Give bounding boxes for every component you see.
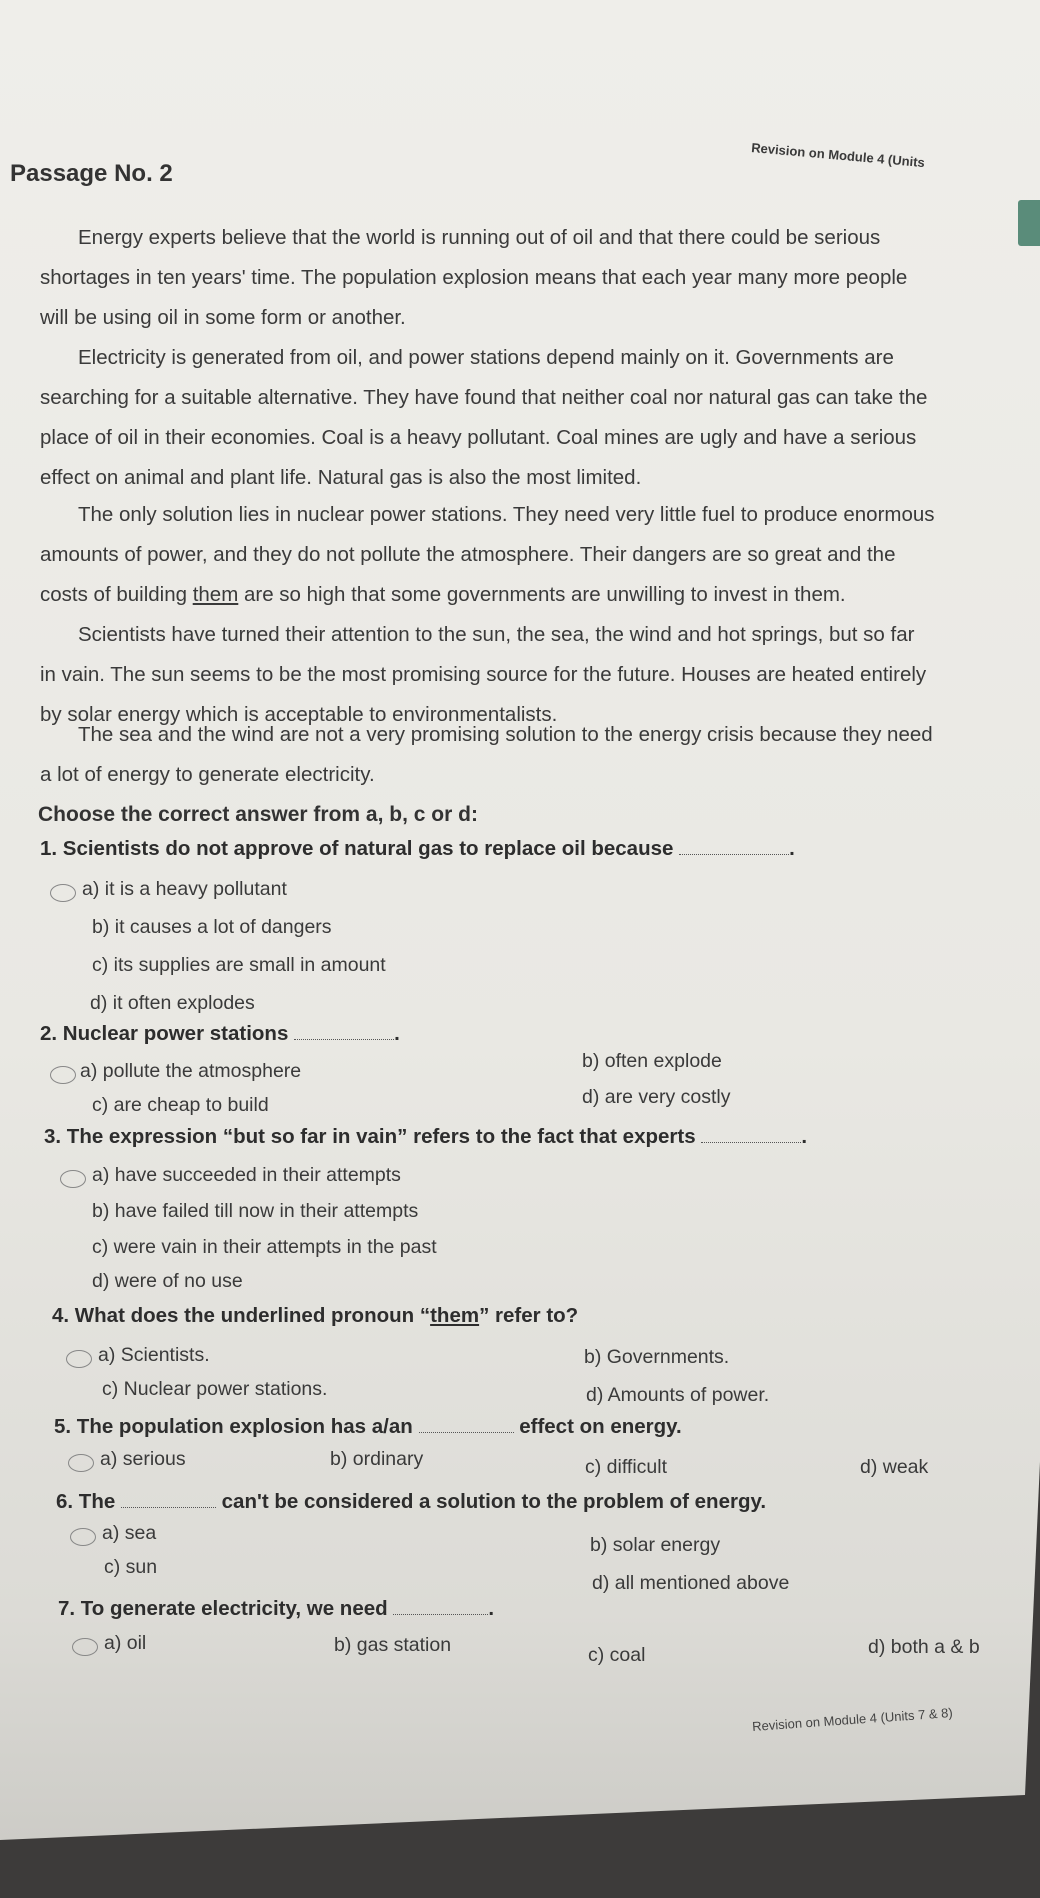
question-end: can't be considered a solution to the problem of energy.: [221, 1490, 767, 1513]
underlined-pronoun: them: [192, 583, 239, 606]
question-7: [58, 1597, 494, 1621]
option-2d[interactable]: d) are very costly: [582, 1086, 731, 1108]
option-3b[interactable]: b) have failed till now in their attempts: [92, 1200, 419, 1222]
underlined-pronoun: them: [430, 1304, 480, 1327]
option-3c[interactable]: c) were vain in their attempts in the past: [92, 1236, 437, 1258]
passage-line: by solar energy which is acceptable to environmentalists.: [40, 703, 558, 726]
question-text: 5. The population explosion has a/an: [54, 1415, 413, 1438]
option-7c[interactable]: c) coal: [588, 1644, 646, 1666]
passage-text: costs of building: [40, 583, 193, 606]
option-1d[interactable]: d) it often explodes: [90, 992, 255, 1014]
option-5a[interactable]: a) serious: [100, 1448, 186, 1470]
answer-circle[interactable]: [60, 1170, 86, 1188]
option-6b[interactable]: b) solar energy: [590, 1534, 721, 1556]
passage-line: The sea and the wind are not a very promising solution to the energy crisis because they need: [78, 723, 933, 746]
header-module-label: Revision on Module 4 (Units: [750, 140, 926, 171]
option-2a[interactable]: a) pollute the atmosphere: [80, 1060, 302, 1082]
answer-circle[interactable]: [68, 1454, 94, 1472]
question-1: [40, 837, 795, 861]
passage-line: a lot of energy to generate electricity.: [40, 763, 375, 786]
answer-blank[interactable]: [679, 854, 789, 855]
option-4c[interactable]: c) Nuclear power stations.: [102, 1378, 328, 1400]
question-text: 1. Scientists do not approve of natural gas to replace oil because: [40, 837, 674, 860]
question-text: 7. To generate electricity, we need: [58, 1597, 388, 1620]
answer-circle[interactable]: [70, 1528, 96, 1546]
option-5c[interactable]: c) difficult: [585, 1456, 667, 1478]
passage-paragraph-3: [40, 495, 1000, 615]
passage-line: [40, 575, 1000, 615]
question-end: .: [394, 1022, 400, 1045]
option-5b[interactable]: b) ordinary: [330, 1448, 424, 1470]
option-7d[interactable]: d) both a & b: [868, 1636, 980, 1658]
answer-blank[interactable]: [294, 1039, 394, 1040]
option-6a[interactable]: a) sea: [102, 1522, 157, 1544]
answer-circle[interactable]: [50, 1066, 76, 1084]
option-1c[interactable]: c) its supplies are small in amount: [92, 954, 386, 976]
option-7b[interactable]: b) gas station: [334, 1634, 452, 1656]
passage-line: amounts of power, and they do not pollute the atmosphere. Their dangers are so great and the: [40, 543, 896, 566]
passage-line: will be using oil in some form or another.: [40, 306, 406, 329]
option-4a[interactable]: a) Scientists.: [98, 1344, 210, 1366]
passage-paragraph-5: [40, 715, 1000, 795]
answer-circle[interactable]: [66, 1350, 92, 1368]
passage-line: Scientists have turned their attention to the sun, the sea, the wind and hot springs, but so far: [78, 623, 915, 646]
question-4: [52, 1304, 578, 1328]
option-2c[interactable]: c) are cheap to build: [92, 1094, 269, 1116]
question-text: ” refer to?: [479, 1304, 579, 1327]
option-7a[interactable]: a) oil: [104, 1632, 147, 1654]
question-6: [56, 1490, 766, 1514]
answer-circle[interactable]: [72, 1638, 98, 1656]
passage-line: Energy experts believe that the world is running out of oil and that there could be serious: [78, 226, 881, 249]
passage-line: searching for a suitable alternative. They have found that neither coal nor natural gas can take the: [40, 386, 928, 409]
question-end: effect on energy.: [519, 1415, 682, 1438]
passage-line: Electricity is generated from oil, and power stations depend mainly on it. Governments are: [78, 346, 894, 369]
answer-blank[interactable]: [121, 1507, 216, 1508]
passage-paragraph-1: [40, 218, 1000, 338]
passage-line: The only solution lies in nuclear power stations. They need very little fuel to produce enormous: [78, 503, 935, 526]
passage-line: effect on animal and plant life. Natural gas is also the most limited.: [40, 466, 642, 489]
option-1a[interactable]: a) it is a heavy pollutant: [82, 878, 287, 900]
option-6c[interactable]: c) sun: [104, 1556, 158, 1578]
question-end: .: [488, 1597, 495, 1620]
passage-line: in vain. The sun seems to be the most promising source for the future. Houses are heated entirely: [40, 663, 927, 686]
answer-blank[interactable]: [701, 1142, 801, 1143]
passage-line: place of oil in their economies. Coal is a heavy pollutant. Coal mines are ugly and have a serious: [40, 426, 917, 449]
option-6d[interactable]: d) all mentioned above: [592, 1572, 790, 1594]
instruction: Choose the correct answer from a, b, c or d:: [38, 803, 478, 826]
question-5: [54, 1415, 682, 1439]
question-end: .: [801, 1125, 808, 1148]
question-end: .: [789, 837, 795, 860]
question-text: 4. What does the underlined pronoun “: [52, 1304, 431, 1327]
option-4b[interactable]: b) Governments.: [584, 1346, 730, 1368]
question-3: [44, 1125, 807, 1149]
question-text: 3. The expression “but so far in vain” refers to the fact that experts: [44, 1125, 696, 1148]
option-1b[interactable]: b) it causes a lot of dangers: [92, 916, 332, 938]
option-5d[interactable]: d) weak: [860, 1456, 929, 1478]
passage-line: shortages in ten years' time. The population explosion means that each year many more people: [40, 266, 908, 289]
answer-blank[interactable]: [393, 1614, 488, 1615]
passage-text: are so high that some governments are unwilling to invest in them.: [238, 583, 846, 606]
question-text: 2. Nuclear power stations: [40, 1022, 289, 1045]
option-3a[interactable]: a) have succeeded in their attempts: [92, 1164, 401, 1186]
side-tab-marker: [1018, 200, 1040, 246]
passage-title: Passage No. 2: [10, 160, 173, 187]
answer-blank[interactable]: [419, 1432, 514, 1433]
option-4d[interactable]: d) Amounts of power.: [586, 1384, 770, 1406]
question-text: 6. The: [56, 1490, 116, 1513]
option-2b[interactable]: b) often explode: [582, 1050, 722, 1072]
answer-circle[interactable]: [50, 884, 76, 902]
passage-paragraph-2: [40, 338, 1000, 498]
option-3d[interactable]: d) were of no use: [92, 1270, 243, 1292]
footer-module-label: Revision on Module 4 (Units 7 & 8): [751, 1705, 954, 1734]
question-2: [40, 1022, 400, 1046]
